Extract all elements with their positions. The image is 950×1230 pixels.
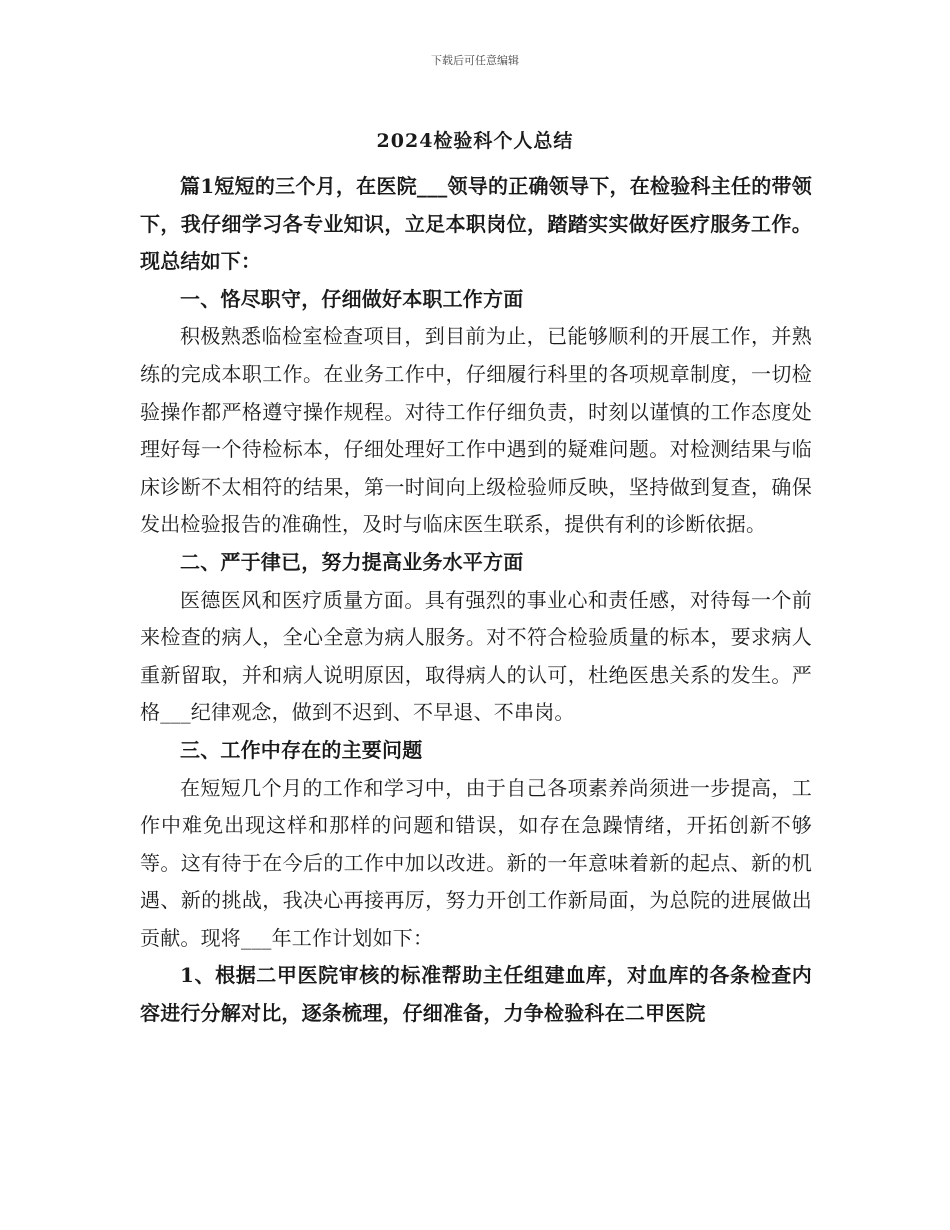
- section-2-paragraph: 医德医风和医疗质量方面。具有强烈的事业心和责任感，对待每一个前来检查的病人，全心全意为病人服务。对不符合检验质量的标本，要求病人重新留取，并和病人说明原因，取得病人的认可，杜绝医患关系的发生。严格___纪律观念，做到不迟到、不早退、不串岗。: [140, 587, 812, 725]
- document-title: 2024检验科个人总结: [376, 130, 574, 152]
- section-3-paragraph: 在短短几个月的工作和学习中，由于自己各项素养尚须进一步提高，工作中难免出现这样和那样的问题和错误，如存在急躁情绪，开拓创新不够等。这有待于在今后的工作中加以改进。新的一年意味着新的起点、新的机遇、新的挑战，我决心再接再厉，努力开创工作新局面，为总院的进展做出贡献。现将___年工作计划如下：: [140, 775, 812, 950]
- page-header: 下载后可任意编辑: [431, 54, 519, 67]
- intro-paragraph: 篇1短短的三个月，在医院___领导的正确领导下，在检验科主任的带领下，我仔细学习各专业知识，立足本职岗位，踏踏实实做好医疗服务工作。现总结如下：: [140, 174, 812, 274]
- document-body: [140, 168, 812, 1033]
- section-heading-1: 一、恪尽职守，仔细做好本职工作方面: [180, 286, 524, 311]
- plan-item-1: 1、根据二甲医院审核的标准帮助主任组建血库，对血库的各条检查内容进行分解对比，逐条梳理，仔细准备，力争检验科在二甲医院: [140, 963, 812, 1026]
- section-heading-2: 二、严于律已，努力提高业务水平方面: [180, 549, 524, 574]
- section-heading-3: 三、工作中存在的主要问题: [180, 737, 423, 762]
- section-1-paragraph: 积极熟悉临检室检查项目，到目前为止，已能够顺利的开展工作，并熟练的完成本职工作。在业务工作中，仔细履行科里的各项规章制度，一切检验操作都严格遵守操作规程。对待工作仔细负责，时刻以谨慎的工作态度处理好每一个待检标本，仔细处理好工作中遇到的疑难问题。对检测结果与临床诊断不太相符的结果，第一时间向上级检验师反映，坚持做到复查，确保发出检验报告的准确性，及时与临床医生联系，提供有利的诊断依据。: [140, 324, 812, 537]
